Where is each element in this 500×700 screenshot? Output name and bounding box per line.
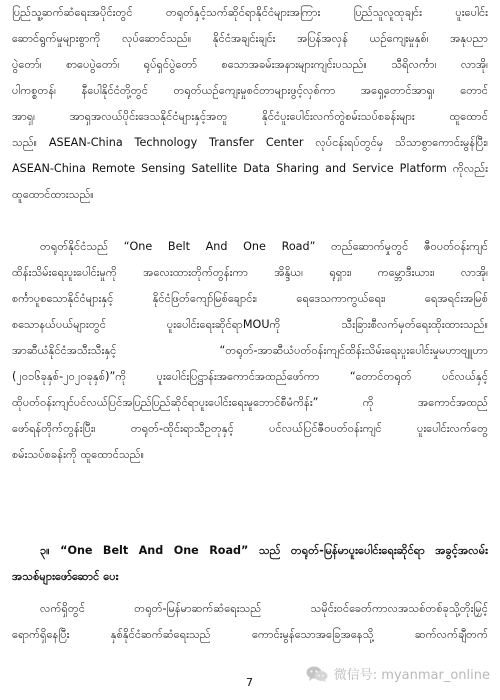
text-line: စသောနယ်ပယ်များတွင် ပူးပေါင်းရေးဆိုင်ရာMOUကို သီးခြားစီလက်မှတ်ရေးထိုးထားသည်။ — [12, 318, 488, 331]
text-line: ထိုပတ်ဝန်းကျင်ပင်လယ်ပြင်အပြည်ပြည်ဆိုင်ရာပူးပေါင်းရေးမူဘောင်စီမံကိန်း” ကို အကောင်အထည် — [12, 396, 488, 409]
paragraph-current-relations — [12, 596, 488, 648]
text-line: ပြည်သူ့ဆက်ဆံရေးအပိုင်းတွင် တရုတ်နှင့်သက်ဆိုင်ရာနိုင်ငံများအကြား ပြည်သူလူထုချင်း ပူးပေါင်း — [12, 6, 488, 19]
text-line: စမ်းသပ်စခန်းကို ထူထောင်သည်။ — [12, 448, 144, 461]
text-line: (၂၀၁၆ခုနှစ်-၂၀၂၀ခုနှစ်)”ကို ပူးပေါင်းပြဋ္ဌာန်းအကောင်အထည်ဖော်ကာ “တောင်တရုတ် ပင်လယ်နှင့် — [12, 370, 488, 383]
text-line: လက်ရှိတွင် တရုတ်-မြန်မာဆက်ဆံရေးသည် သမိုင်းဝင်ခေတ်ကာလအသစ်တစ်ခုသို့တိုးမြှင့် — [40, 602, 488, 615]
watermark-text: 微信号: myanmar_online — [333, 668, 490, 683]
wechat-icon — [306, 666, 328, 682]
text-line: တရုတ်နိုင်ငံသည် “One Belt And One Road” တည်ဆောက်မှုတွင် ဇီဝပတ်ဝန်းကျင် — [40, 240, 488, 253]
watermark — [306, 664, 490, 683]
text-line: အာဆီယံနိုင်ငံအသီးသီးနှင့် “တရုတ်-အာဆီယံပတ်ဝန်းကျင်ထိန်းသိမ်းရေးပူးပေါင်းမှုမဟာဗျူဟာ — [12, 344, 488, 357]
text-line: ရောက်ရှိနေပြီး နှစ်နိုင်ငံဆက်ဆံရေးသည် ကောင်းမွန်သောအခြေအနေသို့ ဆက်လက်ချီတက် — [12, 628, 488, 641]
heading-line: အသစ်များဖော်ဆောင် ပေး — [12, 570, 119, 583]
text-line: အာရှ၊ အာရှအလယ်ပိုင်းဒေသနိုင်ငံများနှင့်အတူ နိုင်ငံပူးပေါင်းလက်တွဲစမ်းသပ်စခန်းများ ထူထောင် — [12, 110, 488, 123]
text-line: ဆောင်ရွက်မှုများစွာကို လုပ်ဆောင်သည်။ နိုင်ငံအချင်းချင်း အပြန်အလှန် ယဉ်ကျေးမှုနှစ်၊ အနုပညာ — [12, 32, 488, 45]
paragraph-people-to-people — [12, 0, 488, 208]
paragraph-ecology-cooperation — [12, 234, 488, 468]
text-line: ပါကစ္စတန်၊ နီပေါနိုင်ငံတို့တွင် တရုတ်ယဉ်ကျေးမှုစင်တာများဖွင့်လှစ်ကာ အရှေ့တောင်အာရှ၊ တောင် — [12, 84, 488, 97]
text-line: သည်။ ASEAN-China Technology Transfer Center လုပ်ငန်းရပ်တွင်မှ သိသာစွာကောင်းမွန်ပြီး၊ — [12, 136, 488, 149]
section-heading — [12, 538, 488, 590]
text-line: ထူထောင်ထားသည်။ — [12, 188, 94, 201]
text-line: ဖော်ရန်တိုက်တွန်းပြီး၊ တရုတ်-ထိုင်းရာသီဥတုနှင့် ပင်လယ်ပြင်ဇီဝပတ်ဝန်းကျင် ပူးပေါင်းလက်တွေ့ — [12, 422, 488, 435]
text-line: ပွဲတော်၊ စာပေပွဲတော်၊ ရုပ်ရှင်ပွဲတော် စသောအခမ်းအနားများကျင်းပသည်။ သီရိလင်္ကာ၊ လာအို၊ — [12, 58, 488, 71]
text-line: ASEAN-China Remote Sensing Satellite Data Sharing and Service Platform ကိုလည်း — [12, 162, 488, 175]
page-number: 7 — [246, 676, 253, 689]
text-line: စင်္ကာပူစသောနိုင်ငံများနှင့် နိုင်ငံဖြတ်ကျော်မြစ်ချောင်း၊ ရေဒေသကာကွယ်ရေး၊ ရေအရင်းအမြစ် — [12, 292, 488, 305]
heading-line: ၃။ “One Belt And One Road” သည် တရုတ်-မြန်မာပူးပေါင်းရေးဆိုင်ရာ အခွင့်အလမ်း — [40, 544, 488, 557]
text-line: ထိန်းသိမ်းရေးပူးပေါင်းမှုကို အလေးထားတိုက်တွန်းကာ အိန္ဒိယ၊ ရုရှား၊ ကမ္ဘောဒီးယား၊ လာအို၊ — [12, 266, 488, 279]
